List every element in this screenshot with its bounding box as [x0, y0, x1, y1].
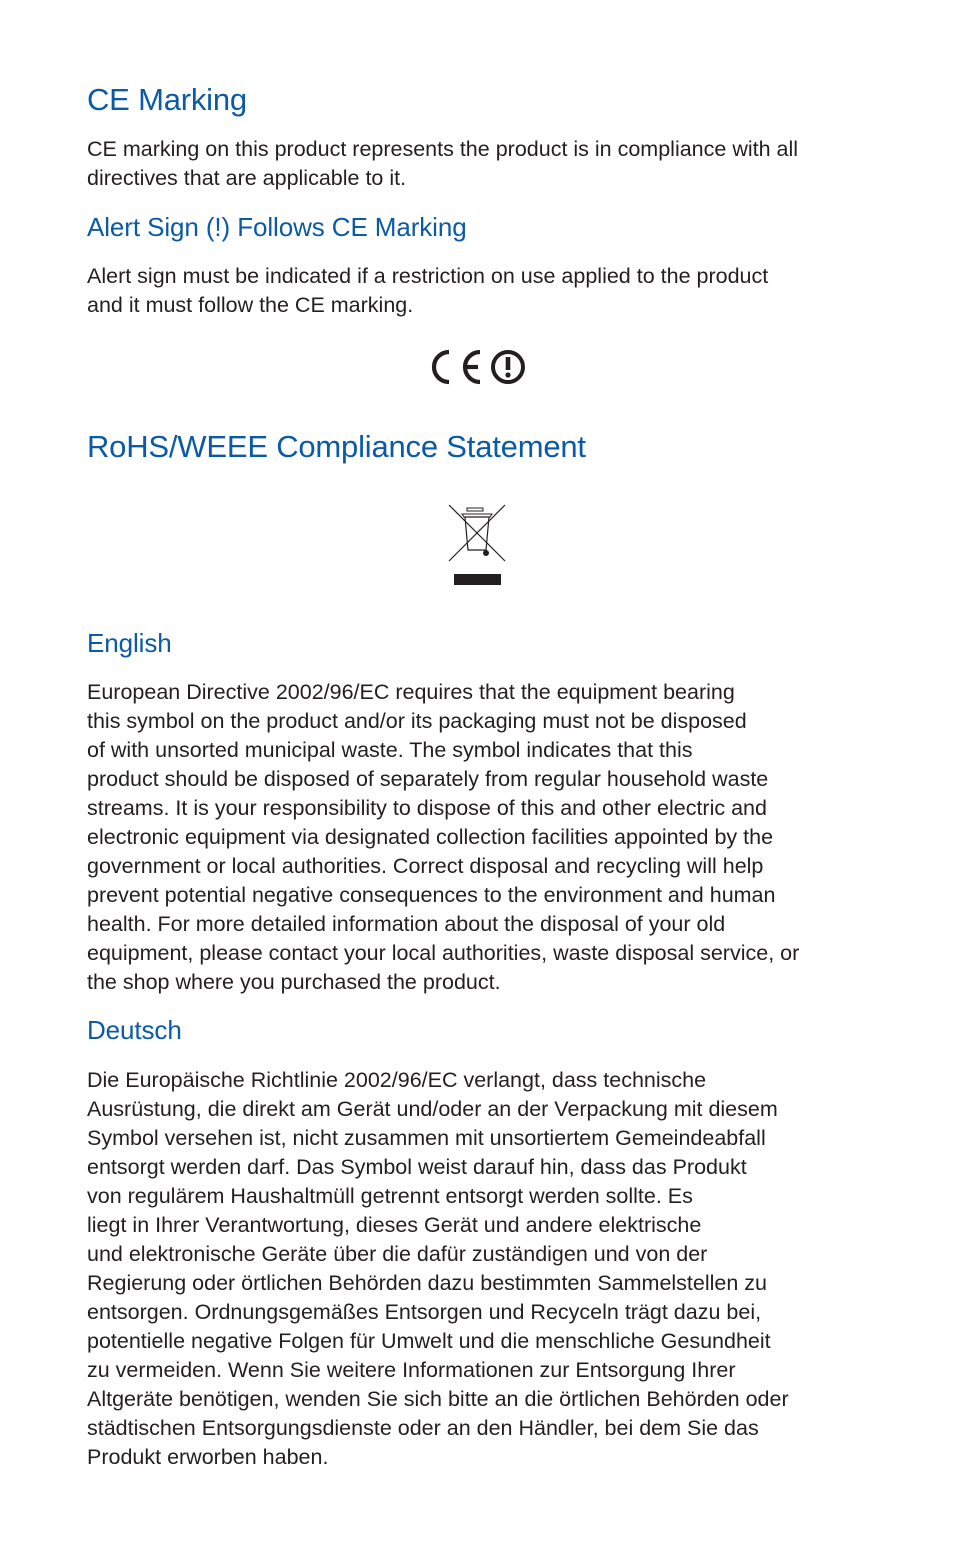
ce-marking-heading: CE Marking [87, 82, 247, 117]
ce-alert-mark-icon [428, 346, 528, 388]
english-heading: English [87, 628, 172, 658]
alert-sign-body [87, 262, 768, 320]
deutsch-line: städtischen Entsorgungsdienste oder an den Händler, bei dem Sie das [87, 1416, 759, 1440]
rohs-weee-heading: RoHS/WEEE Compliance Statement [87, 429, 586, 464]
english-line: streams. It is your responsibility to dispose of this and other electric and [87, 796, 767, 820]
ce-marking-body [87, 135, 798, 193]
alert-sign-line: and it must follow the CE marking. [87, 293, 414, 317]
deutsch-line: und elektronische Geräte über die dafür zuständigen und von der [87, 1242, 708, 1266]
deutsch-line: entsorgt werden darf. Das Symbol weist darauf hin, dass das Produkt [87, 1155, 747, 1179]
alert-sign-line: Alert sign must be indicated if a restriction on use applied to the product [87, 264, 769, 288]
deutsch-line: Ausrüstung, die direkt am Gerät und/oder an der Verpackung mit diesem [87, 1097, 778, 1121]
english-line: prevent potential negative consequences to the environment and human [87, 883, 776, 907]
english-line: product should be disposed of separately from regular household waste [87, 767, 769, 791]
deutsch-line: von regulärem Haushaltmüll getrennt entsorgt werden sollte. Es [87, 1184, 693, 1208]
deutsch-line: potentielle negative Folgen für Umwelt und die menschliche Gesundheit [87, 1329, 771, 1353]
alert-sign-heading: Alert Sign (!) Follows CE Marking [87, 212, 467, 242]
ce-marking-line: directives that are applicable to it. [87, 166, 407, 190]
english-line: the shop where you purchased the product. [87, 970, 501, 994]
deutsch-line: zu vermeiden. Wenn Sie weitere Informationen zur Entsorgung Ihrer [87, 1358, 736, 1382]
crossed-out-wheelie-bin-icon [446, 503, 508, 587]
deutsch-line: entsorgen. Ordnungsgemäßes Entsorgen und Recyceln trägt dazu bei, [87, 1300, 762, 1324]
deutsch-line: Die Europäische Richtlinie 2002/96/EC verlangt, dass technische [87, 1068, 707, 1092]
english-line: European Directive 2002/96/EC requires that the equipment bearing [87, 680, 735, 704]
english-line: of with unsorted municipal waste. The symbol indicates that this [87, 738, 693, 762]
english-line: electronic equipment via designated collection facilities appointed by the [87, 825, 774, 849]
deutsch-body [87, 1066, 789, 1472]
ce-marking-line: CE marking on this product represents the product is in compliance with all [87, 137, 799, 161]
deutsch-line: Produkt erworben haben. [87, 1445, 329, 1469]
english-body [87, 678, 799, 997]
deutsch-line: Symbol versehen ist, nicht zusammen mit unsortiertem Gemeindeabfall [87, 1126, 766, 1150]
deutsch-line: liegt in Ihrer Verantwortung, dieses Gerät und andere elektrische [87, 1213, 702, 1237]
deutsch-heading: Deutsch [87, 1015, 182, 1045]
deutsch-line: Regierung oder örtlichen Behörden dazu bestimmten Sammelstellen zu [87, 1271, 768, 1295]
english-line: health. For more detailed information about the disposal of your old [87, 912, 726, 936]
english-line: government or local authorities. Correct disposal and recycling will help [87, 854, 764, 878]
english-line: this symbol on the product and/or its packaging must not be disposed [87, 709, 747, 733]
deutsch-line: Altgeräte benötigen, wenden Sie sich bitte an die örtlichen Behörden oder [87, 1387, 789, 1411]
english-line: equipment, please contact your local authorities, waste disposal service, or [87, 941, 800, 965]
